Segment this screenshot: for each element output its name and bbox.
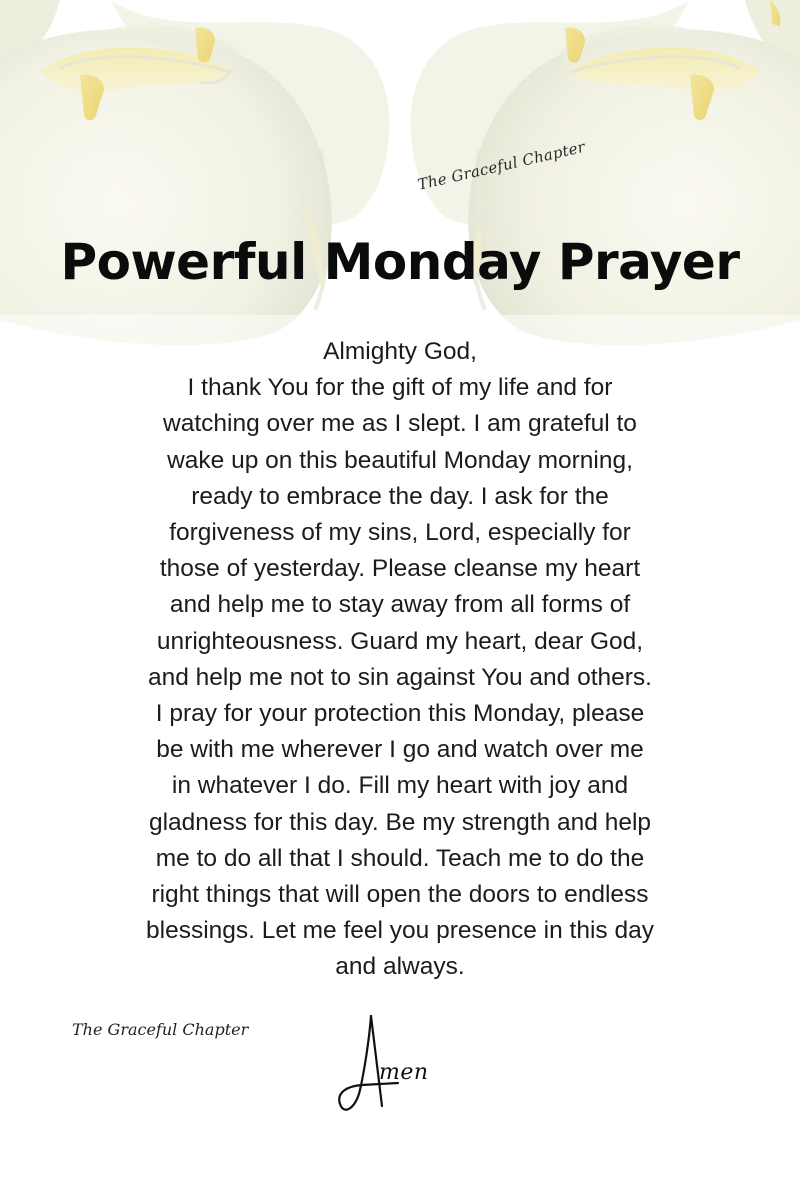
prayer-line: blessings. Let me feel you presence in this day xyxy=(146,917,654,945)
prayer-line: gladness for this day. Be my strength and help xyxy=(148,808,652,836)
calla-lily-header-image xyxy=(0,0,800,345)
prayer-line: be with me wherever I go and watch over me xyxy=(156,736,644,764)
amen-text: men xyxy=(379,1060,429,1085)
prayer-line: watching over me as I slept. I am grateful to xyxy=(163,410,637,438)
prayer-line: those of yesterday. Please cleanse my heart xyxy=(159,555,641,583)
prayer-body xyxy=(0,334,800,986)
prayer-line: right things that will open the doors to endless xyxy=(151,881,649,909)
brand-watermark-bottom: The Graceful Chapter xyxy=(72,1020,249,1039)
prayer-line: and help me not to sin against You and others. xyxy=(148,663,652,691)
calla-lily-illustration xyxy=(0,0,800,345)
prayer-line: me to do all that I should. Teach me to do the xyxy=(155,844,645,872)
page-title: Powerful Monday Prayer xyxy=(60,233,740,291)
prayer-line: and always. xyxy=(335,953,465,981)
brand-watermark-top: The Graceful Chapter xyxy=(415,137,587,194)
prayer-line: Almighty God, xyxy=(323,338,477,365)
prayer-line: I pray for your protection this Monday, please xyxy=(155,700,645,728)
prayer-line: unrighteousness. Guard my heart, dear God, xyxy=(156,627,644,655)
prayer-line: in whatever I do. Fill my heart with joy and xyxy=(171,772,629,800)
amen-signature xyxy=(338,1012,488,1122)
prayer-line: and help me to stay away from all forms of xyxy=(169,591,631,619)
prayer-line: I thank You for the gift of my life and for xyxy=(187,374,613,402)
prayer-line: ready to embrace the day. I ask for the xyxy=(191,482,609,510)
prayer-line: wake up on this beautiful Monday morning, xyxy=(167,446,633,474)
prayer-line: forgiveness of my sins, Lord, especially for xyxy=(169,519,631,547)
